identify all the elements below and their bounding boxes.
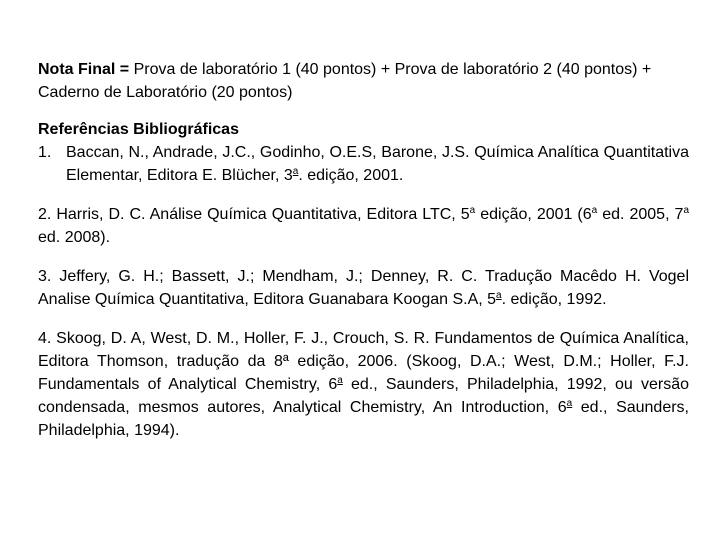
reference-text: edição, 2001 (6 (475, 206, 592, 223)
ordinal-superscript: a (337, 375, 343, 386)
ordinal-superscript: a (566, 398, 573, 409)
reference-text: ed., Saunders, Philadelphia, 1992, ou versão condensada, mesmos autores, Analytical Chemistry, An Introduction, 6 (38, 376, 690, 416)
reference-text: ed. 2005, 7 (597, 206, 684, 223)
references-list (38, 141, 689, 187)
spacer (38, 249, 689, 265)
document-page (38, 58, 689, 442)
nota-final-paragraph (38, 58, 689, 104)
reference-item-3 (38, 265, 689, 311)
reference-number: 1. (38, 144, 52, 161)
ordinal-superscript: a (469, 205, 476, 216)
spacer (38, 104, 689, 118)
ordinal-superscript: a (292, 166, 299, 177)
reference-number: 2. (38, 206, 52, 223)
nota-final-label: Nota Final = (38, 61, 130, 78)
reference-item-1 (38, 141, 689, 187)
reference-item-2 (38, 203, 689, 249)
spacer (38, 311, 689, 327)
nota-final-formula: Prova de laboratório 1 (40 pontos) + Prova de laboratório 2 (40 pontos) + Caderno de Laboratório (20 pontos) (38, 61, 652, 101)
reference-item-4 (38, 327, 689, 442)
ordinal-superscript: a (496, 290, 502, 301)
reference-text: . edição, 2001. (298, 167, 404, 184)
reference-text: Baccan, N., Andrade, J.C., Godinho, O.E.S, Barone, J.S. Química Analítica Quantitativa Elementar, Editora E. Blücher, 3 (66, 144, 689, 184)
reference-text: Skoog, D. A, West, D. M., Holler, F. J., Crouch, S. R. Fundamentos de Química Analítica, Editora Thomson, tradução da 8ª edição, 2006. (Skoog, D.A.; West, D.M.; Holler, F.J. Fundamentals of Analytical Chemistry, 6 (38, 330, 689, 393)
reference-text: ed. 2008). (38, 229, 111, 246)
reference-text: ed., Saunders, Philadelphia, 1994). (38, 399, 689, 439)
reference-number: 3. (38, 268, 52, 285)
spacer (38, 187, 689, 203)
reference-text: . edição, 1992. (501, 291, 607, 308)
ordinal-superscript: a (591, 205, 598, 216)
reference-text: Harris, D. C. Análise Química Quantitativa, Editora LTC, 5 (51, 206, 470, 223)
references-heading: Referências Bibliográficas (38, 121, 239, 138)
reference-number: 4. (38, 330, 52, 347)
ordinal-superscript: a (683, 205, 690, 216)
reference-text: Jeffery, G. H.; Bassett, J.; Mendham, J.; Denney, R. C. Tradução Macêdo H. Vogel Analise Química Quantitativa, Editora Guanabara Koogan S.A, 5 (38, 268, 689, 308)
